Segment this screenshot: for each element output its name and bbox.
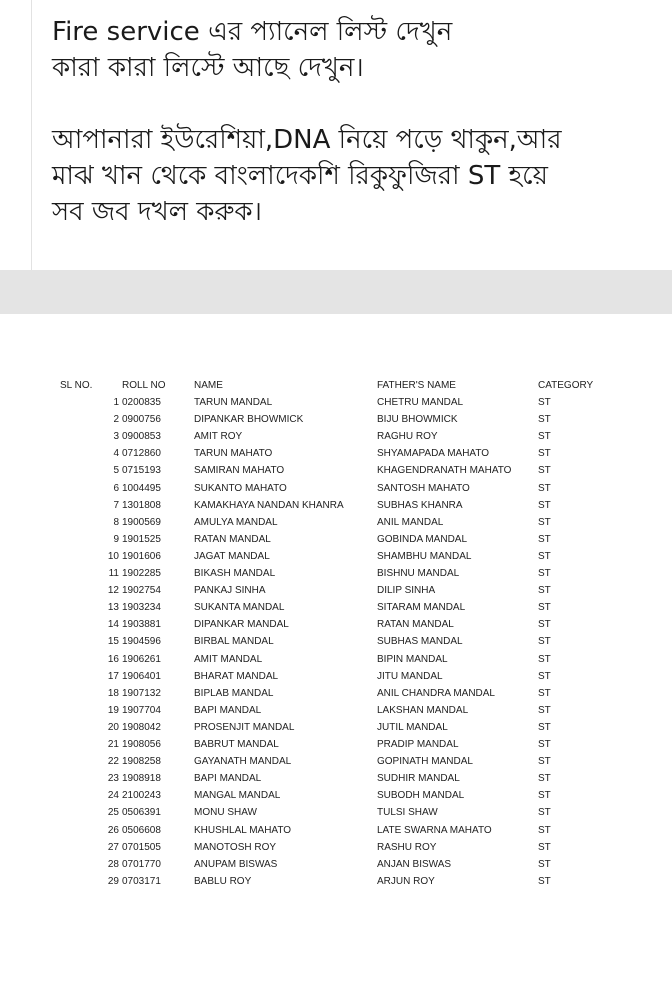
row-sl-no: 2 — [113, 414, 119, 426]
table-row — [0, 739, 672, 756]
table-row — [0, 619, 672, 636]
row-roll-no: 1900569 — [122, 516, 161, 528]
row-roll-no: 1907704 — [122, 704, 161, 716]
row-name: BABLU ROY — [194, 875, 252, 887]
table-row — [0, 859, 672, 876]
post-text-card — [0, 0, 672, 270]
row-roll-no: 0712860 — [122, 448, 161, 460]
row-fathers-name: ARJUN ROY — [377, 875, 435, 887]
post-line: সব জব দখল করুক। — [52, 197, 262, 227]
row-name: BAPI MANDAL — [194, 704, 262, 716]
row-roll-no: 0900853 — [122, 431, 161, 443]
row-roll-no: 1904596 — [122, 636, 161, 648]
row-category: ST — [538, 431, 551, 443]
row-roll-no: 1004495 — [122, 482, 161, 494]
row-sl-no: 15 — [107, 636, 119, 648]
row-category: ST — [538, 704, 551, 716]
row-category: ST — [538, 721, 551, 733]
row-category: ST — [538, 448, 551, 460]
post-line: Fire service এর প্যানেল লিস্ট দেখুন — [52, 17, 453, 47]
row-roll-no: 1906261 — [122, 653, 161, 665]
row-sl-no: 5 — [113, 465, 119, 477]
table-row — [0, 654, 672, 671]
row-name: AMIT MANDAL — [194, 653, 263, 665]
row-roll-no: 0900756 — [122, 414, 161, 426]
row-sl-no: 1 — [113, 397, 119, 408]
row-name: AMULYA MANDAL — [194, 516, 278, 528]
row-fathers-name: BIJU BHOWMICK — [377, 414, 458, 426]
header-fathers-name: FATHER'S NAME — [377, 380, 456, 391]
row-name: GAYANATH MANDAL — [194, 756, 292, 768]
row-category: ST — [538, 482, 551, 494]
row-roll-no: 1901606 — [122, 550, 161, 562]
panel-list-image — [0, 314, 672, 990]
row-roll-no: 1903881 — [122, 619, 161, 631]
table-row — [0, 431, 672, 448]
row-roll-no: 1301808 — [122, 499, 161, 511]
table-row — [0, 448, 672, 465]
row-name: SUKANTO MAHATO — [194, 482, 287, 494]
row-roll-no: 2100243 — [122, 790, 161, 802]
row-category: ST — [538, 875, 551, 887]
row-name: BABRUT MANDAL — [194, 739, 279, 750]
row-fathers-name: GOPINATH MANDAL — [377, 756, 473, 768]
row-name: JAGAT MANDAL — [194, 550, 270, 562]
row-roll-no: 0200835 — [122, 397, 161, 408]
row-category: ST — [538, 670, 551, 682]
row-sl-no: 16 — [107, 653, 119, 665]
row-sl-no: 12 — [107, 585, 119, 597]
row-roll-no: 0715193 — [122, 465, 161, 477]
row-category: ST — [538, 739, 551, 750]
table-row — [0, 722, 672, 739]
table-row — [0, 414, 672, 431]
row-fathers-name: SHAMBHU MANDAL — [377, 550, 472, 562]
row-category: ST — [538, 756, 551, 768]
table-row — [0, 688, 672, 705]
row-fathers-name: ANIL CHANDRA MANDAL — [377, 687, 495, 699]
row-name: TARUN MANDAL — [194, 397, 273, 408]
row-name: MANGAL MANDAL — [194, 790, 281, 802]
table-row — [0, 602, 672, 619]
row-roll-no: 0701505 — [122, 841, 161, 853]
row-fathers-name: SUDHIR MANDAL — [377, 773, 460, 785]
row-fathers-name: BISHNU MANDAL — [377, 568, 460, 579]
row-category: ST — [538, 397, 551, 408]
row-fathers-name: LAKSHAN MANDAL — [377, 704, 469, 716]
row-fathers-name: JITU MANDAL — [377, 670, 443, 682]
row-name: DIPANKAR BHOWMICK — [194, 414, 304, 426]
header-roll-no: ROLL NO — [122, 380, 166, 391]
row-sl-no: 18 — [107, 687, 119, 699]
row-fathers-name: RATAN MANDAL — [377, 619, 454, 631]
row-fathers-name: ANJAN BISWAS — [377, 858, 452, 870]
row-category: ST — [538, 687, 551, 699]
row-fathers-name: SHYAMAPADA MAHATO — [377, 448, 490, 460]
row-roll-no: 1908918 — [122, 773, 161, 785]
row-sl-no: 27 — [107, 841, 119, 853]
table-row — [0, 534, 672, 551]
row-sl-no: 8 — [113, 516, 119, 528]
row-sl-no: 19 — [107, 704, 119, 716]
header-sl-no: SL NO. — [60, 380, 93, 391]
row-name: AMIT ROY — [194, 431, 243, 443]
row-category: ST — [538, 465, 551, 477]
table-row — [0, 876, 672, 893]
row-fathers-name: CHETRU MANDAL — [377, 397, 464, 408]
row-sl-no: 7 — [113, 499, 119, 511]
row-roll-no: 0703171 — [122, 875, 161, 887]
row-roll-no: 1902285 — [122, 568, 161, 579]
row-category: ST — [538, 824, 551, 836]
post-line: কারা কারা লিস্টে আছে দেখুন। — [52, 53, 364, 83]
post-body — [52, 14, 662, 230]
row-roll-no: 0506391 — [122, 807, 161, 819]
row-name: SAMIRAN MAHATO — [194, 465, 285, 477]
row-fathers-name: LATE SWARNA MAHATO — [377, 824, 492, 836]
row-category: ST — [538, 568, 551, 579]
row-fathers-name: SUBODH MANDAL — [377, 790, 465, 802]
table-header-row — [0, 380, 672, 397]
row-category: ST — [538, 499, 551, 511]
row-roll-no: 1908056 — [122, 739, 161, 750]
table-row — [0, 636, 672, 653]
row-fathers-name: PRADIP MANDAL — [377, 739, 459, 750]
row-roll-no: 1908042 — [122, 721, 161, 733]
row-name: MANOTOSH ROY — [194, 841, 277, 853]
post-line: মাঝ খান থেকে বাংলাদেকশি রিকুফুজিরা ST হয়ে — [52, 161, 548, 191]
row-sl-no: 11 — [108, 568, 119, 579]
row-category: ST — [538, 602, 551, 614]
row-category: ST — [538, 653, 551, 665]
table-row — [0, 671, 672, 688]
row-roll-no: 0701770 — [122, 858, 161, 870]
row-fathers-name: DILIP SINHA — [377, 585, 436, 597]
row-category: ST — [538, 636, 551, 648]
row-sl-no: 20 — [107, 721, 119, 733]
row-fathers-name: KHAGENDRANATH MAHATO — [377, 465, 512, 477]
table-row — [0, 568, 672, 585]
section-divider — [0, 270, 672, 314]
table-row — [0, 483, 672, 500]
table-row — [0, 500, 672, 517]
row-fathers-name: GOBINDA MANDAL — [377, 533, 468, 545]
header-name: NAME — [194, 380, 223, 391]
row-fathers-name: SANTOSH MAHATO — [377, 482, 470, 494]
row-category: ST — [538, 550, 551, 562]
row-category: ST — [538, 619, 551, 631]
row-sl-no: 14 — [107, 619, 119, 631]
row-category: ST — [538, 414, 551, 426]
row-roll-no: 1907132 — [122, 687, 161, 699]
row-name: BIPLAB MANDAL — [194, 687, 274, 699]
row-category: ST — [538, 585, 551, 597]
row-fathers-name: SUBHAS KHANRA — [377, 499, 463, 511]
quote-bar — [31, 0, 32, 270]
row-sl-no: 4 — [113, 448, 119, 460]
row-sl-no: 9 — [113, 533, 119, 545]
row-sl-no: 3 — [113, 431, 119, 443]
row-name: MONU SHAW — [194, 807, 257, 819]
row-sl-no: 28 — [107, 858, 119, 870]
table-row — [0, 705, 672, 722]
row-sl-no: 25 — [107, 807, 119, 819]
row-sl-no: 22 — [107, 756, 119, 768]
row-name: KAMAKHAYA NANDAN KHANRA — [194, 499, 344, 511]
row-name: BIRBAL MANDAL — [194, 636, 274, 648]
row-category: ST — [538, 858, 551, 870]
row-name: TARUN MAHATO — [194, 448, 273, 460]
row-sl-no: 21 — [107, 739, 119, 750]
row-fathers-name: SITARAM MANDAL — [377, 602, 466, 614]
table-row — [0, 397, 672, 414]
row-fathers-name: RASHU ROY — [377, 841, 437, 853]
row-fathers-name: SUBHAS MANDAL — [377, 636, 463, 648]
row-sl-no: 29 — [107, 875, 119, 887]
row-roll-no: 1906401 — [122, 670, 161, 682]
row-fathers-name: ANIL MANDAL — [377, 516, 444, 528]
row-category: ST — [538, 533, 551, 545]
row-roll-no: 1901525 — [122, 533, 161, 545]
table-row — [0, 756, 672, 773]
row-sl-no: 26 — [107, 824, 119, 836]
table-row — [0, 807, 672, 824]
row-fathers-name: TULSI SHAW — [377, 807, 438, 819]
table-row — [0, 465, 672, 482]
table-row — [0, 825, 672, 842]
row-sl-no: 17 — [107, 670, 119, 682]
row-fathers-name: BIPIN MANDAL — [377, 653, 448, 665]
row-roll-no: 1903234 — [122, 602, 161, 614]
row-category: ST — [538, 807, 551, 819]
row-name: PANKAJ SINHA — [194, 585, 266, 597]
row-name: ANUPAM BISWAS — [194, 858, 278, 870]
row-category: ST — [538, 790, 551, 802]
row-name: BHARAT MANDAL — [194, 670, 279, 682]
row-roll-no: 1902754 — [122, 585, 161, 597]
row-name: KHUSHLAL MAHATO — [194, 824, 292, 836]
row-name: PROSENJIT MANDAL — [194, 721, 295, 733]
header-category: CATEGORY — [538, 380, 594, 391]
row-category: ST — [538, 773, 551, 785]
row-roll-no: 1908258 — [122, 756, 161, 768]
row-fathers-name: RAGHU ROY — [377, 431, 438, 443]
table-row — [0, 551, 672, 568]
row-sl-no: 6 — [113, 482, 119, 494]
row-name: SUKANTA MANDAL — [194, 602, 285, 614]
table-row — [0, 773, 672, 790]
table-row — [0, 790, 672, 807]
row-name: BAPI MANDAL — [194, 773, 262, 785]
table-row — [0, 842, 672, 859]
table-row — [0, 517, 672, 534]
row-sl-no: 23 — [107, 773, 119, 785]
row-sl-no: 10 — [107, 550, 119, 562]
row-sl-no: 24 — [107, 790, 119, 802]
row-roll-no: 0506608 — [122, 824, 161, 836]
table-row — [0, 585, 672, 602]
row-category: ST — [538, 841, 551, 853]
row-fathers-name: JUTIL MANDAL — [377, 721, 448, 733]
post-line: আপানারা ইউরেশিয়া,DNA নিয়ে পড়ে থাকুন,আর — [52, 125, 562, 155]
row-name: DIPANKAR MANDAL — [194, 619, 289, 631]
row-category: ST — [538, 516, 551, 528]
row-sl-no: 13 — [107, 602, 119, 614]
row-name: RATAN MANDAL — [194, 533, 271, 545]
row-name: BIKASH MANDAL — [194, 568, 276, 579]
post-blank-line — [52, 86, 662, 122]
